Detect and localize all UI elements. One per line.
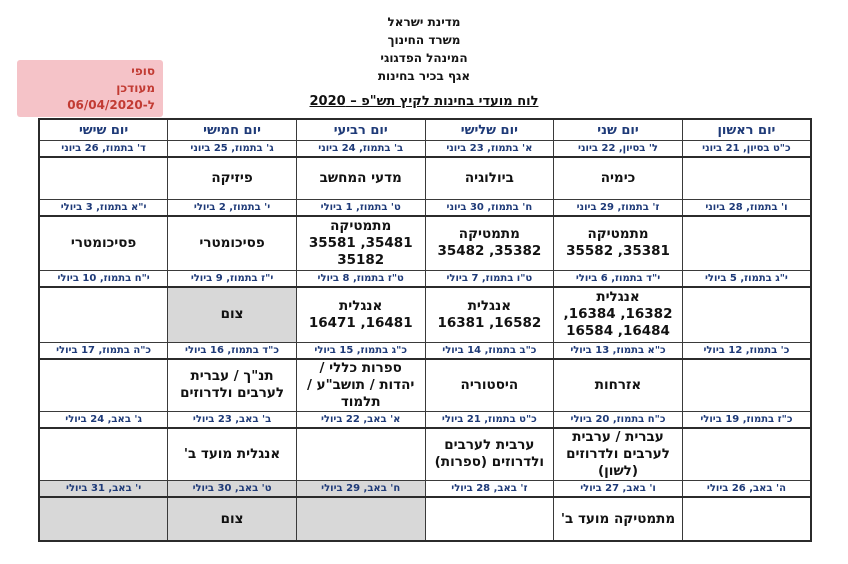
subject-cell [425,497,554,541]
subject-line: מדעי המחשב [319,169,402,186]
subject-row [39,359,811,412]
date-cell: ט"ו בתמוז, 7 ביולי [425,271,554,288]
subject-line: פסיכומטרי [199,234,265,251]
date-cell: ג' בתמוז, 25 ביוני [168,141,297,158]
date-row [39,271,811,288]
date-cell: כ"ט בסיון, 21 ביוני [682,141,811,158]
date-row [39,411,811,428]
date-row [39,481,811,498]
exam-table [38,118,812,542]
exam-table-body [39,141,811,542]
date-cell: ד' בתמוז, 26 ביוני [39,141,168,158]
subject-cell [296,497,425,541]
subject-cell [682,497,811,541]
subject-row [39,216,811,271]
date-cell: א' באב, 22 ביולי [296,411,425,428]
subject-line: 16582, 16381 [437,314,542,331]
subject-cell [682,428,811,481]
subject-line: מתמטיקה מועד ב' [560,510,676,527]
subject-cell [39,216,168,271]
day-header-cell: יום רביעי [296,119,425,141]
subject-line: עברית / ערבית לערבים ולדרוזים (לשון) [566,428,670,479]
subject-cell [554,287,683,342]
subject-cell [39,287,168,342]
status-badge [17,60,163,117]
subject-line: מתמטיקה [587,226,649,243]
subject-line: תנ"ך / עברית לערבים ולדרוזים [180,368,284,401]
subject-line: 35381, 35582 [566,243,670,260]
date-cell: כ' בתמוז, 12 ביולי [682,342,811,359]
date-cell: י"ח בתמוז, 10 ביולי [39,271,168,288]
subject-cell [425,428,554,481]
subject-cell [39,359,168,412]
day-header-cell: יום חמישי [168,119,297,141]
date-cell: י"ד בתמוז, 6 ביולי [554,271,683,288]
subject-cell [296,359,425,412]
day-header-row [39,119,811,141]
subject-cell [168,428,297,481]
date-cell: ג' באב, 24 ביולי [39,411,168,428]
date-cell: א' בתמוז, 23 ביוני [425,141,554,158]
date-cell: ח' בתמוז, 30 ביוני [425,199,554,216]
date-cell: י"ז בתמוז, 9 ביולי [168,271,297,288]
subject-line: מתמטיקה [330,217,392,234]
subject-cell [682,216,811,271]
date-cell: ב' בתמוז, 24 ביוני [296,141,425,158]
subject-line: אזרחות [594,376,642,393]
day-header-cell: יום ראשון [682,119,811,141]
day-header-cell: יום שישי [39,119,168,141]
subject-line: צום [220,306,244,323]
subject-cell [682,359,811,412]
date-cell: ט' בתמוז, 1 ביולי [296,199,425,216]
subject-cell [425,287,554,342]
date-cell: ז' בתמוז, 29 ביוני [554,199,683,216]
date-cell: ו' באב, 27 ביולי [554,481,683,498]
date-cell: ט' באב, 30 ביולי [168,481,297,498]
subject-cell [39,428,168,481]
subject-line: מתמטיקה [458,226,520,243]
subject-line: אנגלית [339,297,383,314]
day-header-cell: יום שלישי [425,119,554,141]
subject-cell [682,157,811,199]
subject-line: 35182 [337,251,385,268]
subject-cell [554,428,683,481]
subject-line: היסטוריה [460,376,519,393]
date-cell: י' באב, 31 ביולי [39,481,168,498]
subject-line: כימיה [600,169,636,186]
date-row [39,141,811,158]
status-final-label: סופי [131,64,155,78]
date-cell: ח' באב, 29 ביולי [296,481,425,498]
subject-line: פסיכומטרי [70,234,137,251]
date-cell: י"ג בתמוז, 5 ביולי [682,271,811,288]
subject-line: 35382, 35482 [437,243,542,260]
page-title: לוח מועדי בחינות לקיץ תש"פ – 2020 [309,94,539,109]
date-cell: כ"ב בתמוז, 14 ביולי [425,342,554,359]
subject-cell [168,287,297,342]
subject-cell [554,359,683,412]
subject-cell [554,497,683,541]
subject-line: ספרות כללי / יהדות / תושב"ע / תלמוד [307,359,415,410]
subject-cell [39,157,168,199]
date-cell: ב' באב, 23 ביולי [168,411,297,428]
subject-line: פיזיקה [211,169,253,186]
subject-row [39,287,811,342]
date-cell: ט"ז בתמוז, 8 ביולי [296,271,425,288]
date-cell: ל' בסיון, 22 ביוני [554,141,683,158]
date-cell: י' בתמוז, 2 ביולי [168,199,297,216]
date-row [39,199,811,216]
status-updated-label: מעודכן ל-06/04/2020 [67,81,155,112]
subject-cell [296,216,425,271]
date-cell: ו' בתמוז, 28 ביוני [682,199,811,216]
subject-cell [554,216,683,271]
date-cell: כ"ה בתמוז, 17 ביולי [39,342,168,359]
subject-cell [296,287,425,342]
date-row [39,342,811,359]
date-cell: י"א בתמוז, 3 ביולי [39,199,168,216]
subject-cell [425,157,554,199]
subject-cell [425,216,554,271]
org-line-country: מדינת ישראל [387,15,461,29]
subject-line: אנגלית [596,289,640,306]
org-line-ministry: משרד החינוך [387,33,461,47]
subject-line: 16382, 16384, [563,306,673,323]
subject-line: ביולוגיה [464,169,514,186]
subject-line: אנגלית [467,297,512,314]
date-cell: ה' באב, 26 ביולי [682,481,811,498]
date-cell: כ"ג בתמוז, 15 ביולי [296,342,425,359]
day-header-cell: יום שני [554,119,683,141]
date-cell: כ"ז בתמוז, 19 ביולי [682,411,811,428]
subject-cell [296,428,425,481]
subject-cell [682,287,811,342]
subject-line: ערבית לערבים ולדרוזים (ספרות) [434,437,545,471]
date-cell: כ"ד בתמוז, 16 ביולי [168,342,297,359]
subject-cell [39,497,168,541]
org-line-division: אגף בכיר בחינות [377,69,471,83]
subject-line: 16484, 16584 [566,323,670,340]
subject-line: צום [220,510,244,527]
org-line-administration: המינהל הפדגוגי [380,51,468,65]
subject-cell [168,497,297,541]
subject-cell [168,216,297,271]
date-cell: כ"ט בתמוז, 21 ביולי [425,411,554,428]
subject-row [39,497,811,541]
date-cell: כ"א בתמוז, 13 ביולי [554,342,683,359]
subject-line: אנגלית מועד ב' [183,445,281,462]
subject-row [39,428,811,481]
subject-cell [296,157,425,199]
subject-line: 16481, 16471 [308,314,413,331]
subject-cell [168,157,297,199]
subject-cell [554,157,683,199]
subject-line: 35481, 35581 [308,234,413,251]
subject-cell [168,359,297,412]
date-cell: ז' באב, 28 ביולי [425,481,554,498]
date-cell: כ"ח בתמוז, 20 ביולי [554,411,683,428]
subject-cell [425,359,554,412]
subject-row [39,157,811,199]
